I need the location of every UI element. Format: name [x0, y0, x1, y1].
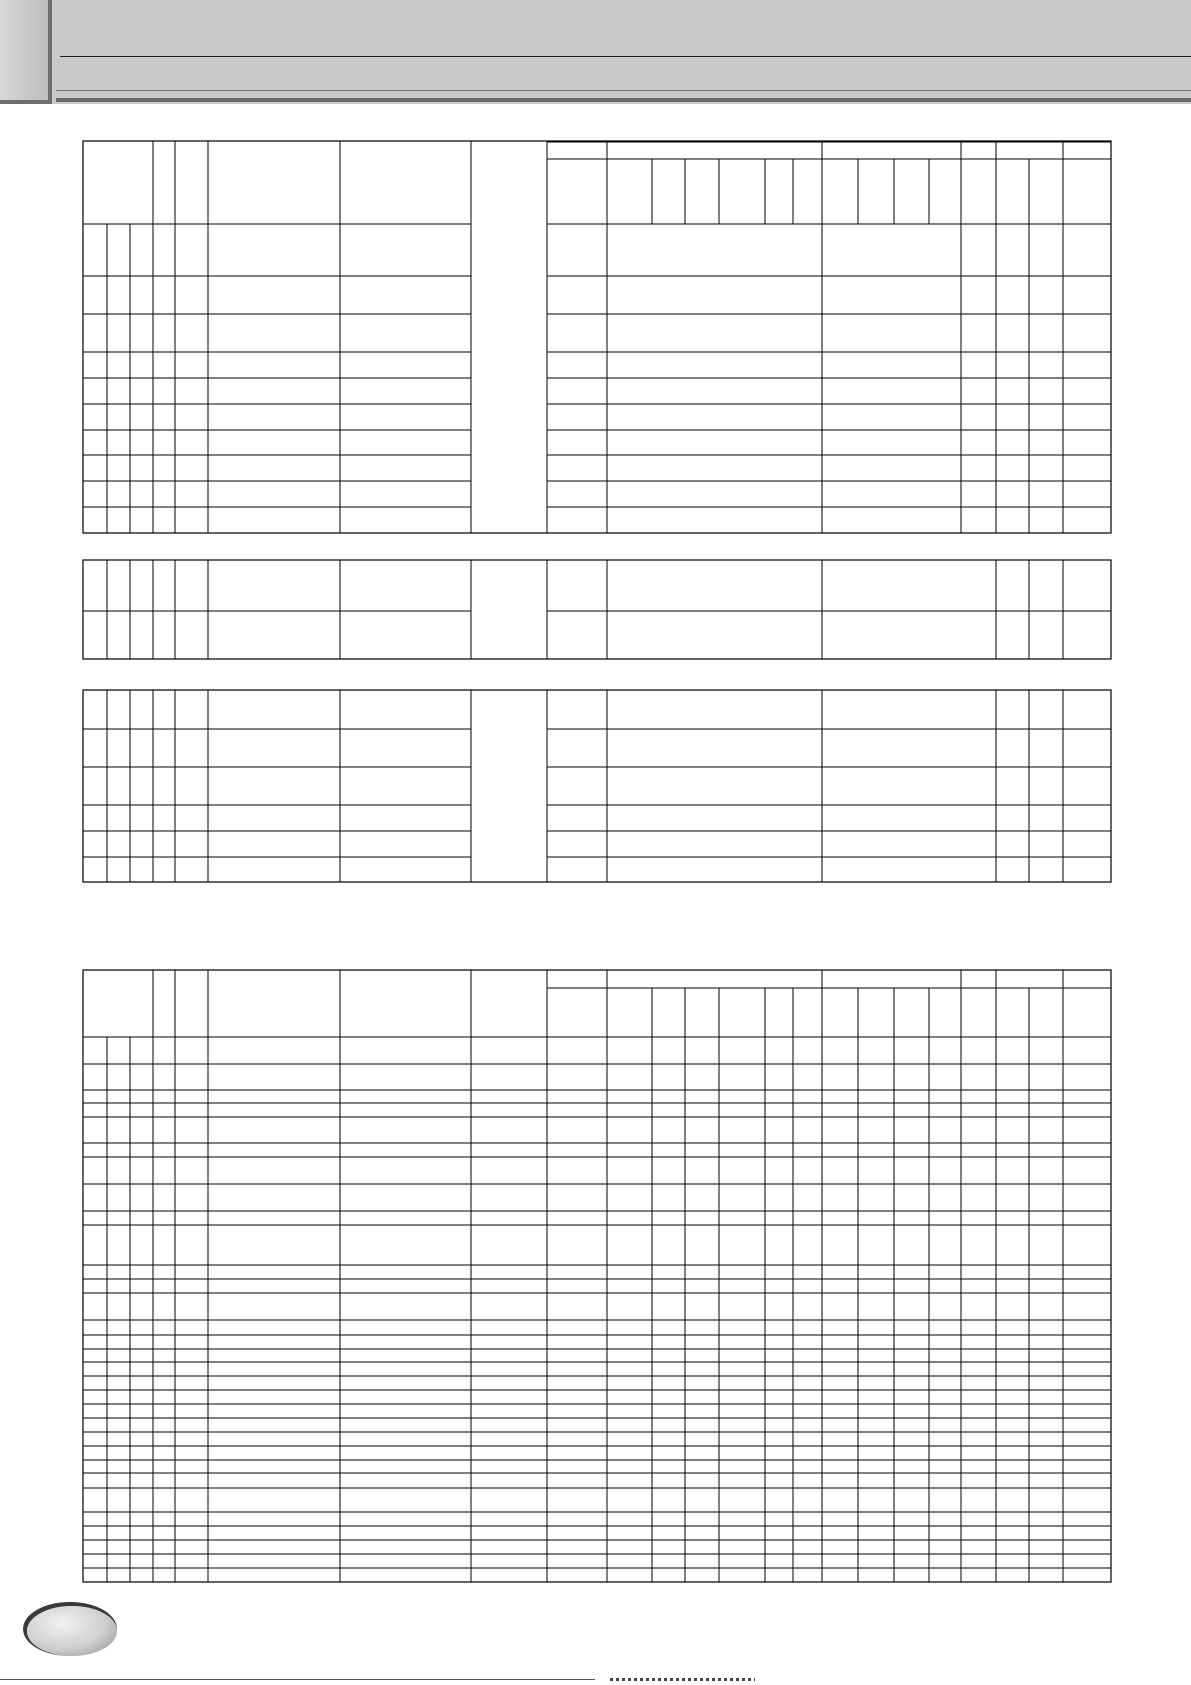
- footer-rule: [0, 1679, 595, 1680]
- table-3: [83, 690, 1111, 882]
- footer-marks: [610, 1678, 755, 1681]
- table-1: [83, 141, 1111, 533]
- table-4: [83, 970, 1111, 1582]
- table-2: [83, 560, 1111, 659]
- page-number-badge: [27, 1606, 117, 1656]
